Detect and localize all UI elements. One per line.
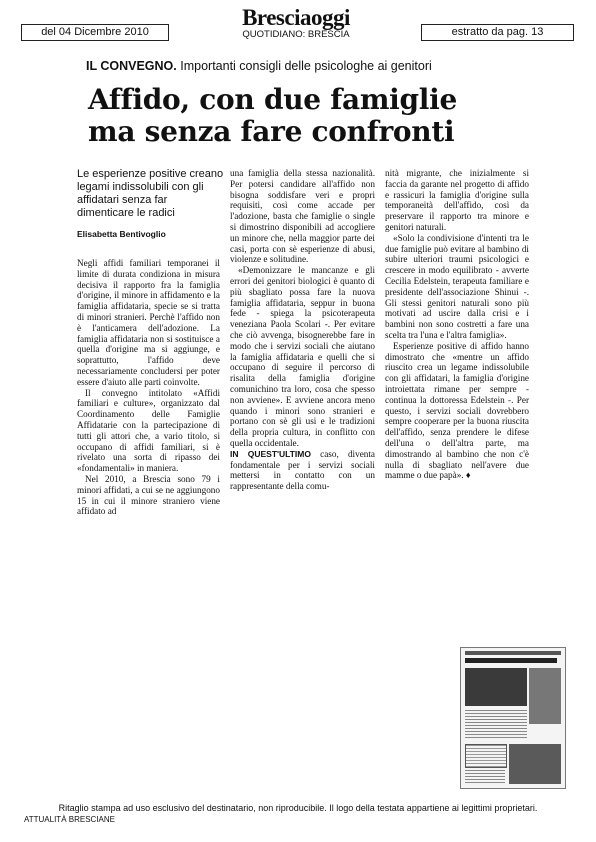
thumb-masthead [465,651,561,655]
thumb-photo [509,744,561,784]
page-thumbnail-image [460,647,566,789]
thumb-photo [529,668,561,724]
section-lead-in: IN QUEST'ULTIMO [230,448,311,459]
paragraph [230,449,375,492]
deck: Le esperienze positive creano legami indissolubili con gli affidatari senza far dimenticare le radici [77,168,224,219]
headline-line-2: ma senza fare confronti [88,115,455,148]
paragraph: Nel 2010, a Brescia sono 79 i minori affidati, a cui se ne aggiungono 15 in cui il minore straniero viene affidato ad [77,473,220,517]
thumb-headline [465,658,557,663]
paragraph: «Solo la condivisione d'intenti tra le due famiglie può evitare al bambino di subire ulteriori traumi psicologici e crescere in modo equilibrato - avverte Cecilia Edelstein, terapeuta familiare e presidente dell'associazione Shinui -. Gli stessi genitori naturali sono più motivati ad uscire dalla crisi e i bambini non sono costretti a fare una scelta tra l'una e l'altra famiglia». [385,232,529,340]
masthead-subtitle: QUOTIDIANO: BRESCIA [242,29,350,40]
source-page-box [421,24,574,41]
kicker-label: IL CONVEGNO. [86,59,177,73]
footer-section-tag: ATTUALITÀ BRESCIANE [24,815,115,824]
paragraph: «Demonizzare le mancanze e gli errori dei genitori biologici è quanto di più sbagliato possa fare la nuova famiglia affidataria, seppur in buona fede - spiega la psicoterapeuta veneziana Paola Scolari -. Per evitare che ciò avvenga, bisognerebbe fare in modo che i servizi sociali che aiutano la famiglia affidataria e quelli che si occupano di seguire il percorso di risalita della famiglia d'origine comunichino tra loro, cosa che spesso non avviene». E avviene ancora meno quando i minori sono stranieri e portano con sè gli usi e le tradizioni della propria cultura, in conflitto con quella occidentale. [230,265,375,448]
disclaimer: Ritaglio stampa ad uso esclusivo del destinatario, non riproducibile. Il logo della testata appartiene ai legittimi proprietari. [58,803,538,813]
headline [88,84,508,148]
thumb-text [465,770,505,784]
paragraph-text: caso, diventa fondamentale per i servizi sociali mettersi in contatto con un rappresentante della comu- [230,448,375,492]
article-column-1 [77,258,220,517]
headline-line-1: Affido, con due famiglie [88,83,457,116]
paragraph: una famiglia della stessa nazionalità. Per potersi candidare all'affido non bisogna soddisfare veri e propri requisiti, così come accade per l'adozione, basta che famiglie o single si dimostrino disponibili ad accogliere un minore che, nella maggior parte dei casi, porta con sè esperienze di abusi, violenze e solitudine. [230,168,375,265]
article-column-2 [230,168,375,492]
paragraph: Negli affidi familiari temporanei il limite di durata condiziona in misura decisiva il rapporto fra la famiglia d'origine, il minore in affidamento e la famiglia affidataria, specie se si tratta di minori stranieri. Perchè l'affido non è l'anticamera dell'adozione. La famiglia affidataria non si sostituisce a quella d'origine ma si aggiunge, e soprattutto, l'affido deve necessariamente concludersi per poter essere d'aiuto alle parti coinvolte. [77,258,220,387]
masthead-logo: Bresciaoggi [242,5,350,30]
masthead [226,5,366,40]
source-page: estratto da pag. 13 [451,26,544,38]
kicker-text: Importanti consigli delle psicologhe ai genitori [176,59,432,73]
publication-date: del 04 Dicembre 2010 [41,26,149,38]
paragraph: Esperienze positive di affido hanno dimostrato che «mentre un affido riuscito crea un legame indissolubile con gli affidatari, la famiglia d'origine introiettata rimane per sempre - continua la dottoressa Edelstein -. Per questo, i servizi sociali dovrebbero sempre cooperare per la buona riuscita dell'affido, senza prendere le difese dell'una o dell'altra parte, ma dimostrando al bambino che non c'è nulla di sbagliato nell'avere due mamme o due papà». ♦ [385,340,529,481]
thumb-article-box [465,744,507,768]
paragraph: Il convegno intitolato «Affidi familiari e culture», organizzato dal Coordinamento delle Famiglie Affidatarie con la partecipazione di tutti gli attori che, a vario titolo, si occupano di affidi familiari, si è rivelato una sorta di ripasso dei «fondamentali» in maniera. [77,387,220,474]
paragraph: nità migrante, che inizialmente si faccia da garante nel progetto di affido e rassicuri la famiglia d'origine sulla temporaneità dell'affido, così da preservare il rapporto tra minore e genitori naturali. [385,168,529,232]
thumb-text [465,710,527,740]
byline: Elisabetta Bentivoglio [77,229,166,239]
date-box [21,24,169,41]
kicker [86,58,546,74]
article-column-3 [385,168,529,481]
thumb-photo [465,668,527,706]
